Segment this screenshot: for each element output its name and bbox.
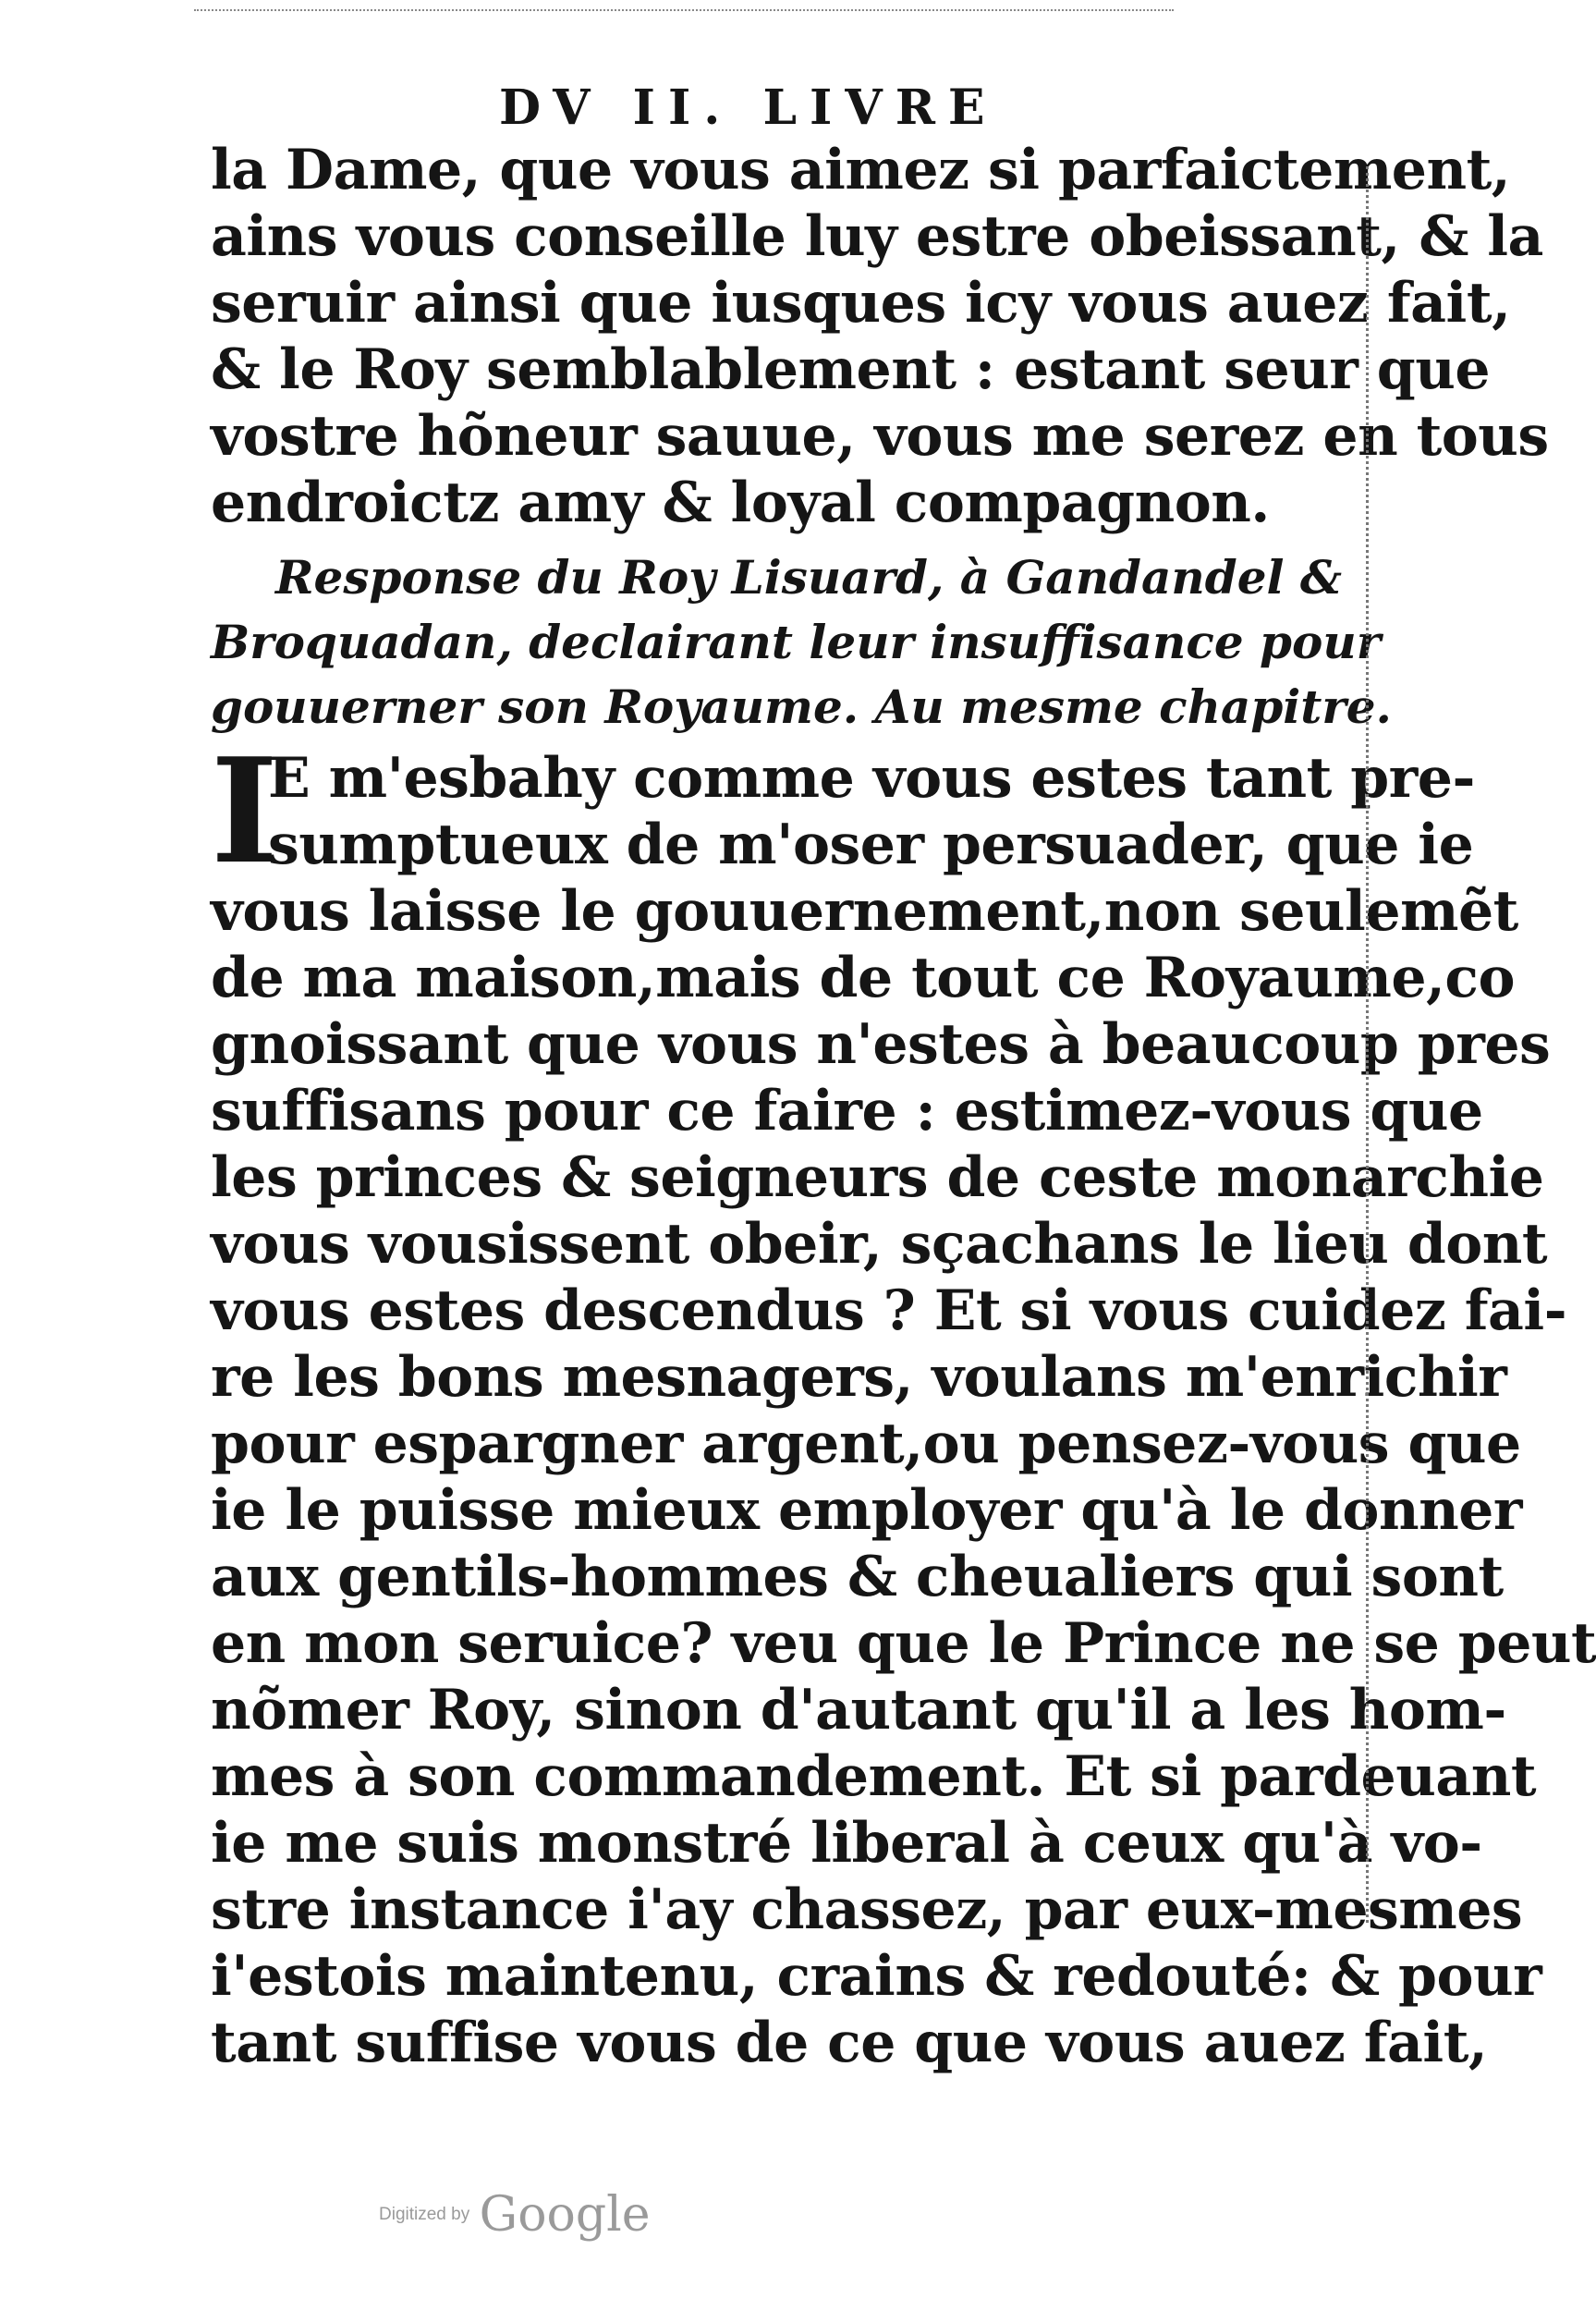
text-line: ie me suis monstré liberal à ceux qu'à vo- bbox=[211, 1811, 1482, 1876]
text-line: sumptueux de m'oser persuader, que ie bbox=[268, 813, 1474, 877]
text-line: nõmer Roy, sinon d'autant qu'il a les hom- bbox=[211, 1678, 1506, 1742]
text-line: aux gentils-hommes & cheualiers qui sont bbox=[211, 1545, 1504, 1609]
text-line: ie le puisse mieux employer qu'à le donner bbox=[211, 1478, 1522, 1543]
text-line: la Dame, que vous aimez si parfaictement, bbox=[211, 138, 1511, 202]
text-line: mes à son commandement. Et si pardeuant bbox=[211, 1744, 1537, 1809]
heading-line: gouuerner son Royaume. Au mesme chapitre. bbox=[211, 679, 1392, 734]
text-line: ains vous conseille luy estre obeissant, & la bbox=[211, 204, 1543, 269]
drop-cap: I bbox=[211, 727, 278, 896]
heading-line: Broquadan, declairant leur insuffisance pour bbox=[211, 615, 1382, 669]
heading-line: Response du Roy Lisuard, à Gandandel & bbox=[275, 550, 1343, 605]
text-line: vous estes descendus ? Et si vous cuidez fai- bbox=[211, 1278, 1567, 1343]
section-heading bbox=[211, 545, 1392, 740]
text-line: de ma maison,mais de tout ce Royaume,co bbox=[211, 946, 1515, 1010]
text-line: tant suffise vous de ce que vous auez fait, bbox=[211, 2011, 1488, 2075]
text-line: vous vousissent obeir, sçachans le lieu dont bbox=[211, 1212, 1548, 1277]
running-head: DV II. LIVRE bbox=[499, 79, 998, 136]
paragraph-1 bbox=[211, 137, 1549, 536]
text-line: les princes & seigneurs de ceste monarchie bbox=[211, 1145, 1544, 1210]
text-line: & le Roy semblablement : estant seur que bbox=[211, 337, 1491, 402]
top-edge-rule bbox=[194, 0, 1174, 11]
text-line: endroictz amy & loyal compagnon. bbox=[211, 471, 1270, 535]
text-line: en mon seruice? veu que le Prince ne se peut bbox=[211, 1611, 1596, 1676]
text-line: seruir ainsi que iusques icy vous auez fait, bbox=[211, 271, 1511, 336]
text-line: i'estois maintenu, crains & redouté: & pour bbox=[211, 1944, 1542, 2009]
google-wordmark: Google bbox=[479, 2187, 651, 2243]
paragraph-2 bbox=[211, 727, 1596, 2076]
text-line: vous laisse le gouuernement,non seulemẽt bbox=[211, 879, 1518, 944]
text-line: re les bons mesnagers, voulans m'enrichir bbox=[211, 1345, 1507, 1410]
text-line: pour espargner argent,ou pensez-vous que bbox=[211, 1412, 1521, 1476]
digitized-by-label: Digitized by bbox=[379, 2205, 470, 2224]
text-line: gnoissant que vous n'estes à beaucoup pres bbox=[211, 1012, 1551, 1077]
text-line: vostre hõneur sauue, vous me serez en tous bbox=[211, 404, 1549, 469]
text-line: suffisans pour ce faire : estimez-vous que bbox=[211, 1079, 1483, 1143]
text-line: E m'esbahy comme vous estes tant pre- bbox=[268, 746, 1475, 811]
bleed-through-margin bbox=[1366, 166, 1396, 1923]
text-line: stre instance i'ay chassez, par eux-mesmes bbox=[211, 1877, 1523, 1942]
digitization-watermark bbox=[379, 2187, 651, 2243]
